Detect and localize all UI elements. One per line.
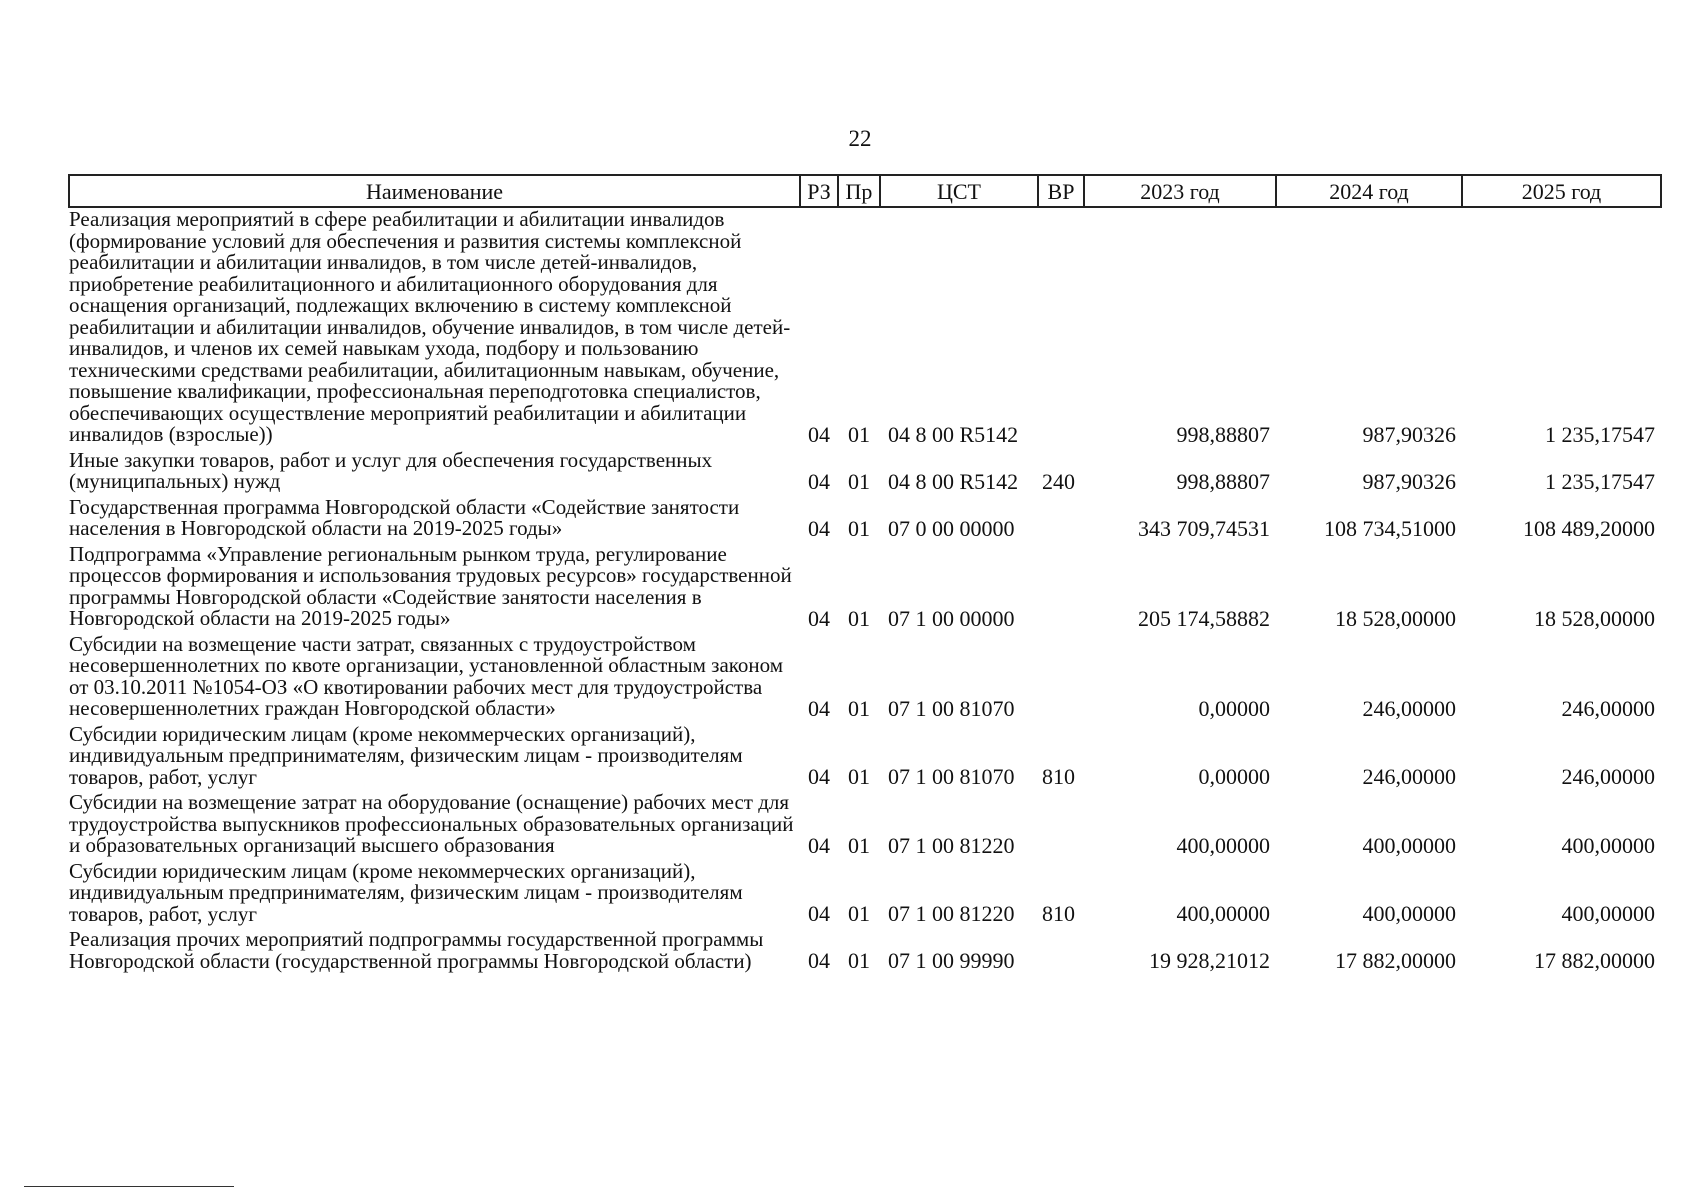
row-2023: 998,88807 <box>1176 468 1270 494</box>
row-2023: 400,00000 <box>1176 832 1270 858</box>
row-name: Субсидии на возмещение затрат на оборудование (оснащение) рабочих мест для трудоустройства выпускников профессиональных образовательных организаций и образовательных организаций высшего образования <box>69 790 794 857</box>
table-row <box>69 633 1661 723</box>
row-name: Реализация мероприятий в сфере реабилитации и абилитации инвалидов (формирование условий для обеспечения и развития системы комплексной реабилитации и абилитации инвалидов, в том числе детей-инвалидов, приобретение реабилитационного и абилитационного оборудования для оснащения организаций, подлежащих включению в систему комплексной реабилитации и абилитации инвалидов, обучение инвалидов, в том числе детей-инвалидов, и членов их семей навыкам ухода, подбору и пользованию техническими средствами реабилитации, абилитационным навыкам, обучение, повышение квалификации, профессиональная переподготовка специалистов, обеспечивающих осуществление мероприятий реабилитации и абилитации инвалидов (взрослые)) <box>69 207 791 446</box>
row-2023: 19 928,21012 <box>1149 948 1270 973</box>
header-name: Наименование <box>69 175 800 207</box>
table-row <box>69 543 1661 633</box>
row-pr: 01 <box>848 515 870 541</box>
table-row <box>69 207 1661 449</box>
row-vr <box>1038 207 1084 449</box>
row-vr <box>1038 543 1084 633</box>
row-pr: 01 <box>848 901 870 926</box>
row-pr: 01 <box>848 421 870 447</box>
row-pr: 01 <box>848 948 870 973</box>
row-2025: 400,00000 <box>1561 901 1655 926</box>
table-row <box>69 449 1661 496</box>
row-name: Государственная программа Новгородской области «Содействие занятости населения в Новгородской области на 2019-2025 годы» <box>69 494 740 540</box>
row-rz: 04 <box>808 695 830 721</box>
row-cst: 04 8 00 R5142 <box>888 421 1019 447</box>
row-cst: 07 0 00 00000 <box>888 515 1015 541</box>
row-cst: 04 8 00 R5142 <box>888 468 1019 494</box>
row-2024: 246,00000 <box>1362 764 1456 789</box>
row-2023: 343 709,74531 <box>1138 515 1270 541</box>
row-vr <box>1038 928 1084 975</box>
row-vr <box>1038 496 1084 543</box>
row-name: Субсидии юридическим лицам (кроме некоммерческих организаций), индивидуальным предпринимателям, физическим лицам - производителям товаров, работ, услуг <box>69 721 743 789</box>
row-2023: 0,00000 <box>1198 764 1270 789</box>
table-row <box>69 860 1661 929</box>
row-cst: 07 1 00 99990 <box>888 948 1015 973</box>
row-pr: 01 <box>848 695 870 721</box>
row-name: Иные закупки товаров, работ и услуг для обеспечения государственных (муниципальных) нужд <box>69 447 713 493</box>
row-2024: 987,90326 <box>1362 468 1456 494</box>
page-number: 22 <box>848 126 872 151</box>
table-row <box>69 791 1661 860</box>
row-2025: 400,00000 <box>1561 832 1655 858</box>
budget-table <box>68 174 1662 975</box>
row-2025: 1 235,17547 <box>1545 421 1655 447</box>
row-name: Субсидии юридическим лицам (кроме некоммерческих организаций), индивидуальным предпринимателям, физическим лицам - производителям товаров, работ, услуг <box>69 858 743 926</box>
row-rz: 04 <box>808 901 830 926</box>
table-row <box>69 496 1661 543</box>
row-name: Реализация прочих мероприятий подпрограммы государственной программы Новгородской области (государственной программы Новгородской области) <box>69 927 764 973</box>
row-name: Субсидии на возмещение части затрат, связанных с трудоустройством несовершеннолетних по квоте организации, установленной областным законом от 03.10.2011 №1054-ОЗ «О квотировании рабочих мест для трудоустройства несовершеннолетних граждан Новгородской области» <box>69 631 784 720</box>
row-rz: 04 <box>808 468 830 494</box>
header-rz: РЗ <box>800 175 838 207</box>
row-2025: 246,00000 <box>1561 695 1655 721</box>
header-2025: 2025 год <box>1462 175 1661 207</box>
row-rz: 04 <box>808 832 830 858</box>
header-2023: 2023 год <box>1084 175 1276 207</box>
row-2024: 17 882,00000 <box>1335 948 1456 973</box>
row-cst: 07 1 00 81070 <box>888 764 1015 789</box>
row-cst: 07 1 00 81220 <box>888 832 1015 858</box>
row-pr: 01 <box>848 605 870 631</box>
row-cst: 07 1 00 81070 <box>888 695 1015 721</box>
row-cst: 07 1 00 00000 <box>888 605 1015 631</box>
row-2025: 17 882,00000 <box>1534 948 1655 973</box>
row-vr <box>1038 633 1084 723</box>
table-header-row <box>69 175 1661 207</box>
row-2025: 1 235,17547 <box>1545 468 1655 494</box>
row-2023: 205 174,58882 <box>1138 605 1270 631</box>
row-2025: 108 489,20000 <box>1523 515 1655 541</box>
row-vr: 810 <box>1042 764 1075 789</box>
row-rz: 04 <box>808 948 830 973</box>
row-2023: 0,00000 <box>1198 695 1270 721</box>
row-2025: 246,00000 <box>1561 764 1655 789</box>
row-vr: 810 <box>1042 901 1075 926</box>
row-2024: 108 734,51000 <box>1324 515 1456 541</box>
row-rz: 04 <box>808 605 830 631</box>
row-pr: 01 <box>848 764 870 789</box>
row-rz: 04 <box>808 764 830 789</box>
row-2023: 400,00000 <box>1176 901 1270 926</box>
row-2024: 246,00000 <box>1362 695 1456 721</box>
table-row <box>69 928 1661 975</box>
header-vr: ВР <box>1038 175 1084 207</box>
header-pr: Пр <box>838 175 880 207</box>
row-cst: 07 1 00 81220 <box>888 901 1015 926</box>
row-vr: 240 <box>1042 468 1075 494</box>
row-2023: 998,88807 <box>1176 421 1270 447</box>
row-2025: 18 528,00000 <box>1534 605 1655 631</box>
table-row <box>69 723 1661 792</box>
row-name: Подпрограмма «Управление региональным рынком труда, регулирование процессов формирования и использования трудовых ресурсов» государственной программы Новгородской области «Содействие занятости населения в Новгородской области на 2019-2025 годы» <box>69 541 792 630</box>
header-cst: ЦСТ <box>880 175 1038 207</box>
footnote-separator <box>24 1186 234 1187</box>
row-pr: 01 <box>848 832 870 858</box>
row-pr: 01 <box>848 468 870 494</box>
row-2024: 400,00000 <box>1362 832 1456 858</box>
row-rz: 04 <box>808 515 830 541</box>
row-rz: 04 <box>808 421 830 447</box>
row-vr <box>1038 791 1084 860</box>
row-2024: 400,00000 <box>1362 901 1456 926</box>
row-2024: 987,90326 <box>1362 421 1456 447</box>
row-2024: 18 528,00000 <box>1335 605 1456 631</box>
header-2024: 2024 год <box>1276 175 1462 207</box>
